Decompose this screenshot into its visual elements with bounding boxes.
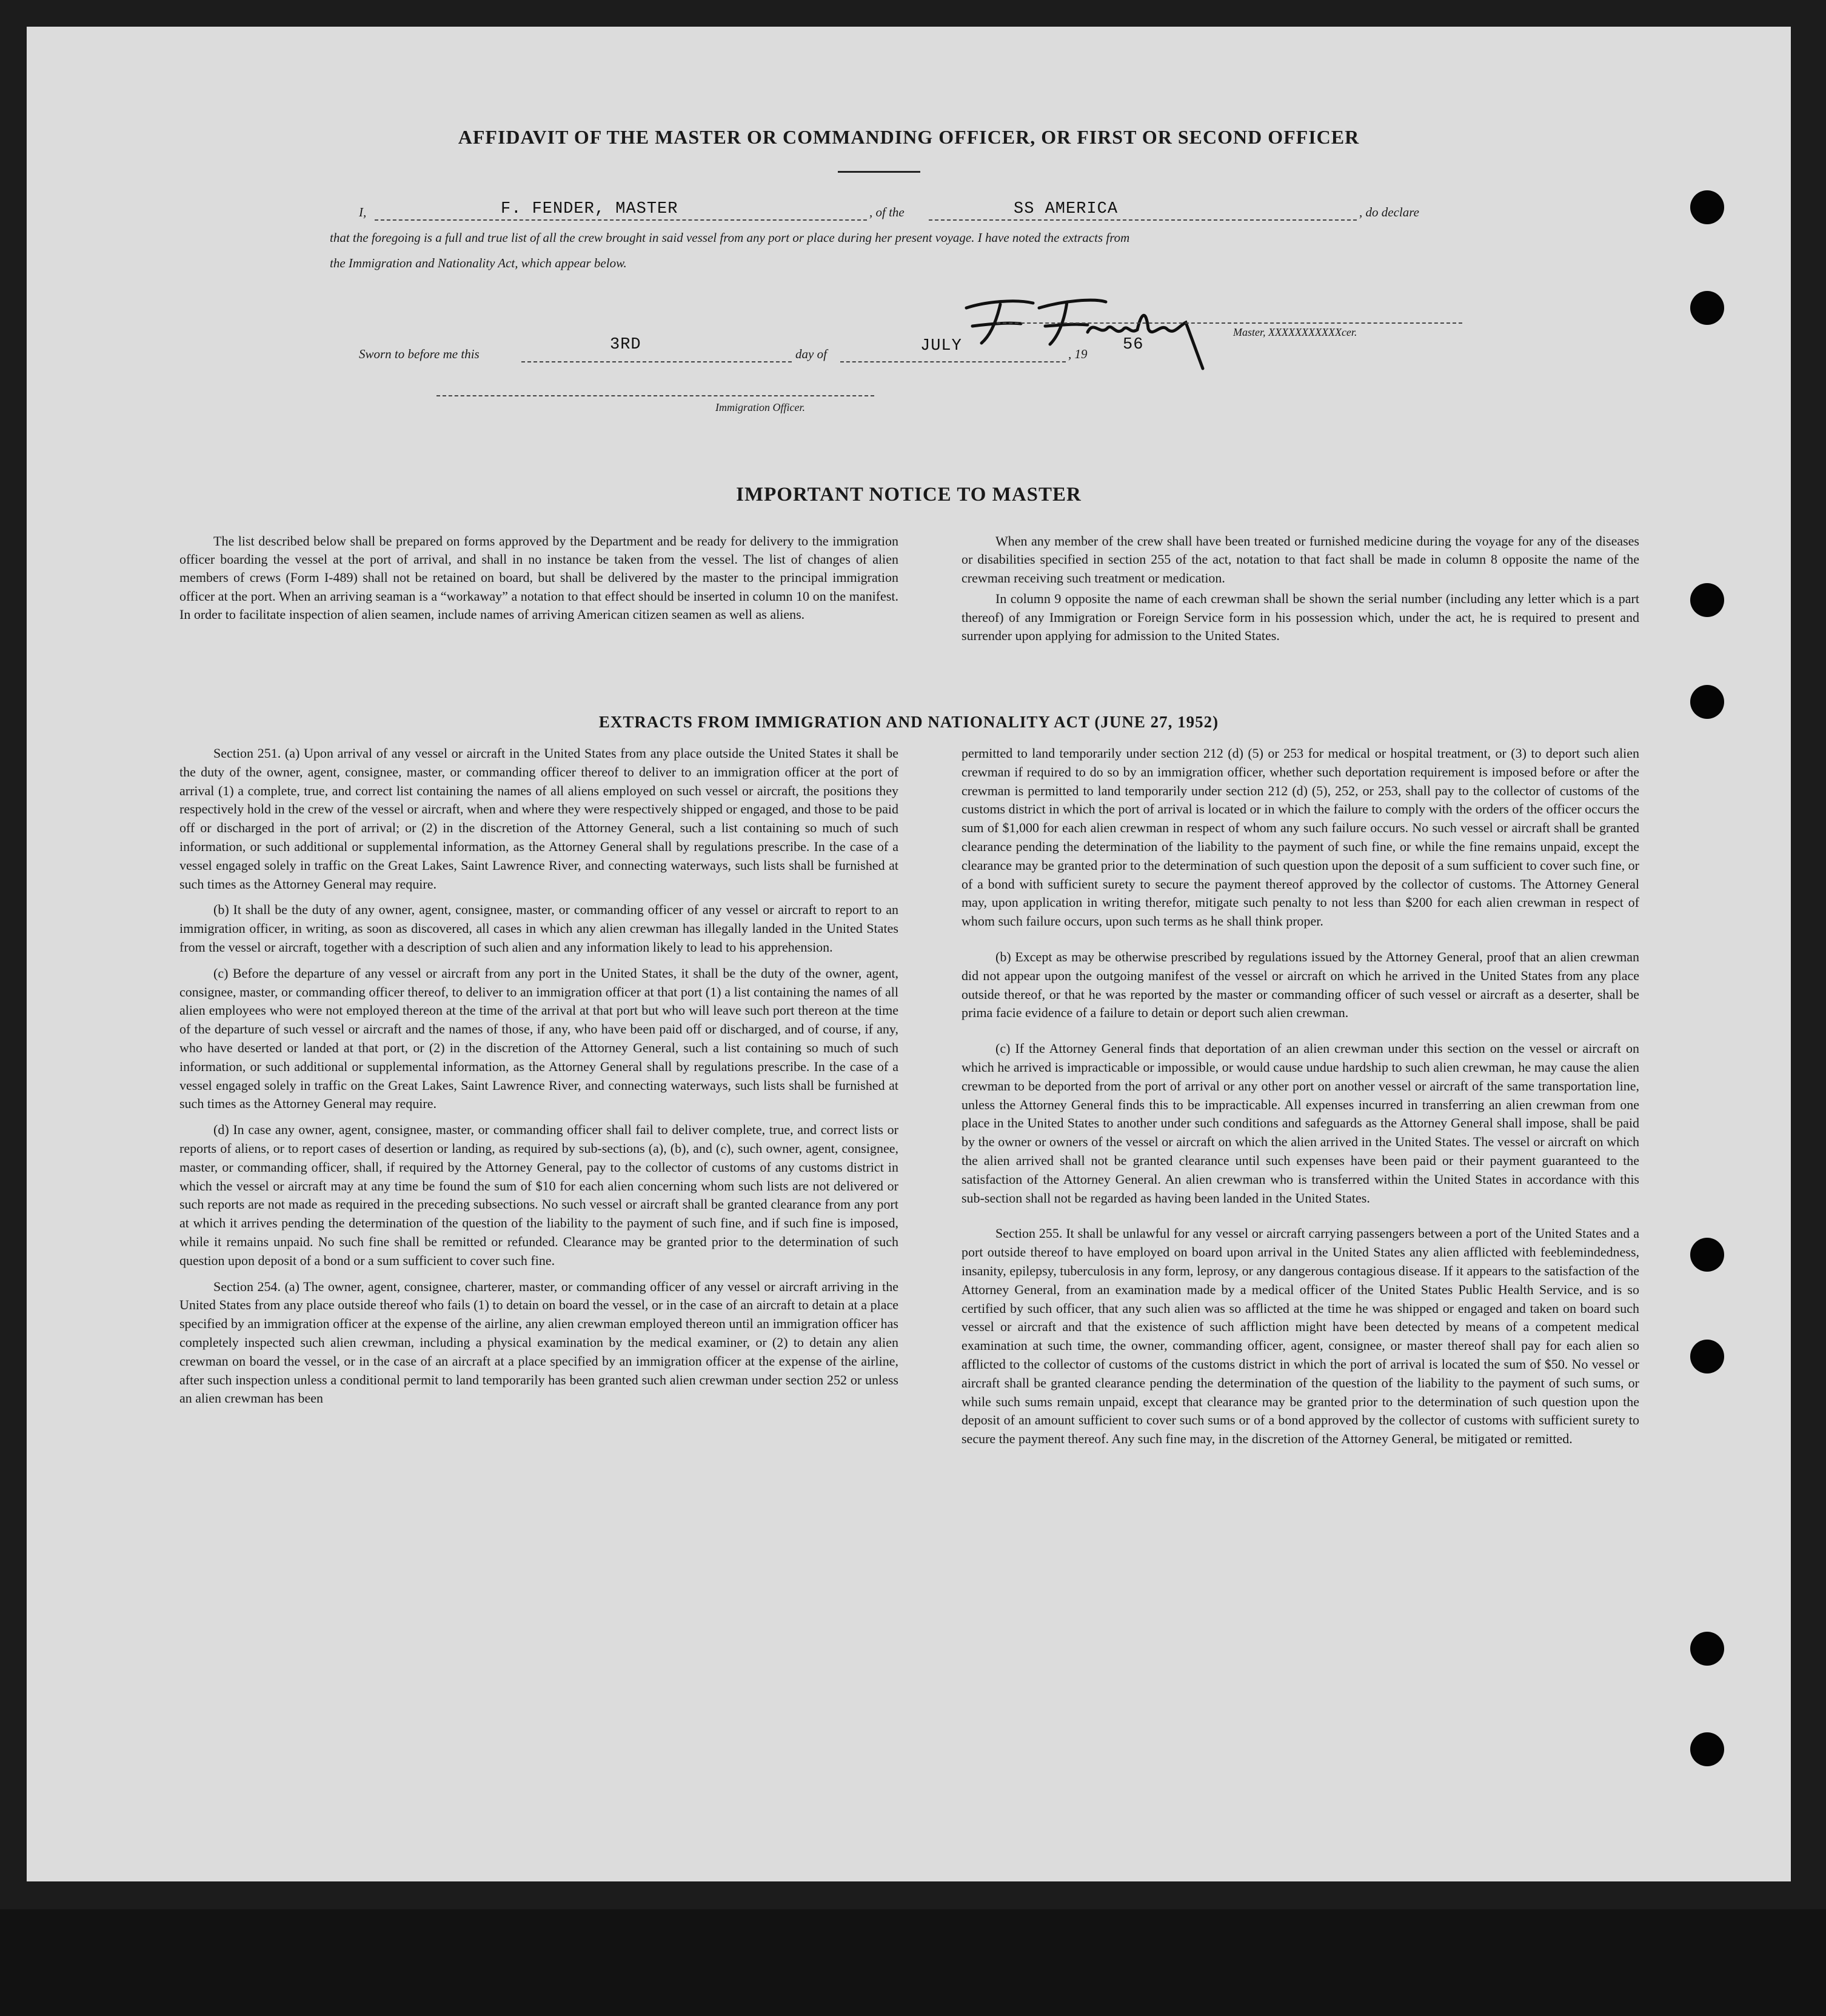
of-the-label: , of the <box>869 205 905 219</box>
section-251-a: Section 251. (a) Upon arrival of any vessel or aircraft in the United States from any place outside the United States it shall be the duty of the owner, agent, consignee, master, or commanding officer thereof to deliver to an immigration officer at the port of arrival (1) a complete, true, and correct list containing the names of all aliens employed on such vessel or aircraft, the positions they respectively hold in the crew of the vessel or aircraft, when and where they were respectively shipped or engaged, and those to be paid off or discharged in the port of arrival; or (2) in the discretion of the Attorney General, such a list containing so much of such information, or such additional or supplemental information, as the Attorney General shall by regulations prescribe. In the case of a vessel engaged solely in traffic on the Great Lakes, Saint Lawrence River, and connecting waterways, such lists shall be furnished at such times as the Attorney General may require. <box>179 746 898 892</box>
binder-hole-icon <box>1690 685 1724 719</box>
document-page <box>27 27 1791 1881</box>
binder-hole-icon <box>1690 1238 1724 1272</box>
title-divider <box>838 171 920 173</box>
sworn-label: Sworn to before me this <box>359 347 480 361</box>
sworn-month-value: JULY <box>920 337 962 355</box>
extracts-left-column <box>179 744 898 1408</box>
binder-hole-icon <box>1690 1340 1724 1373</box>
section-251-c: (c) Before the departure of any vessel or aircraft from any port in the United States, it shall be the duty of the owner, agent, consignee, master, or commanding officer thereof, to deliver to an immigration officer at that port (1) a list containing the names of all alien employees who were not employed thereon at the time of the arrival at that port but who will leave such port thereon at the time of the departure of such vessel or aircraft and the names of those, if any, who have been paid off or discharged, and of course, if any, who have deserted or landed at that port, or (2) in the discretion of the Attorney General, such a list containing so much of such information, or such additional or supplemental information, as the Attorney General shall by regulations prescribe. In the case of a vessel engaged solely in traffic on the Great Lakes, Saint Lawrence River, and connecting waterways, such lists shall be furnished at such times as the Attorney General may require. <box>179 965 898 1112</box>
master-name-value: F. FENDER, MASTER <box>501 200 678 218</box>
year-prefix: , 19 <box>1068 347 1088 361</box>
i-label: I, <box>359 205 367 219</box>
do-declare-label: , do declare <box>1359 205 1419 219</box>
sworn-day-value: 3RD <box>610 336 641 354</box>
sworn-year-value: 56 <box>1123 336 1144 354</box>
sworn-month-line <box>840 361 1066 362</box>
notice-right-paragraph-1: When any member of the crew shall have been treated or furnished medicine during the voyage for any of the diseases or disabilities specified in section 255 of the act, notation to that fact shall be made in column 8 opposite the name of the crewman receiving such treatment or medication. <box>961 533 1639 586</box>
binder-hole-icon <box>1690 583 1724 617</box>
officer-signature-line <box>436 395 874 396</box>
section-254-a-continued: permitted to land temporarily under section 212 (d) (5) or 253 for medical or hospital treatment, or (3) to deport such alien crewman if required to do so by an immigration officer, whether such deportation requirement is imposed before or after the crewman is permitted to land temporarily under section 212 (d) (5), 252, or 253, shall pay to the collector of customs of the customs district in which the port of arrival is located or in which the failure to comply with the orders of the officer occurs the sum of $1,000 for each alien crewman in respect of whom any such failure occurs. No such vessel or aircraft shall be granted clearance pending the determination of the liability to the payment of such fine, or while the fine remains unpaid, except the clearance may be granted prior to the determination of such question upon the deposit of a sum sufficient to cover such fine, or of a bond with sufficient surety to secure the payment thereof approved by the collector of customs. The Attorney General may, upon application in writing therefor, mitigate such penalty to not less than $200 for each alien crewman in respect of whom such failure occurs, upon such terms as he shall think proper. <box>961 746 1639 929</box>
signature-caption: Master, XXXXXXXXXXXcer. <box>1233 326 1357 338</box>
vessel-name-line <box>929 219 1357 221</box>
notice-right-column <box>961 532 1639 645</box>
master-name-line <box>375 219 867 221</box>
declaration-line-2: the Immigration and Nationality Act, which appear below. <box>330 256 627 270</box>
sworn-day-line <box>521 361 792 362</box>
section-251-d: (d) In case any owner, agent, consignee, master, or commanding officer shall fail to deliver complete, true, and correct lists or reports of aliens, or to report cases of desertion or landing, as required by sub-sections (a), (b), and (c), such owner, agent, consignee, master, or commanding officer, shall, if required by the Attorney General, pay to the collector of customs of any customs district in which the vessel or aircraft may at any time be found the sum of $10 for each alien concerning whom such lists are not delivered or such reports are not made as required in the preceding subsections. No such vessel or aircraft shall be granted clearance from any port at which it arrives pending the determination of the question of the liability to the payment of such fine, and if such fine is imposed, while it remains unpaid. No such fine shall be remitted or refunded. Clearance may be granted prior to the determination of such question upon deposit of a bond or a sum sufficient to cover such fine. <box>179 1122 898 1268</box>
section-251-b: (b) It shall be the duty of any owner, agent, consignee, master, or commanding officer of any vessel or aircraft to report to an immigration officer, in writing, as soon as discovered, all cases in which any alien crewman has illegally landed in the United States from the vessel or aircraft, together with a description of such alien and any information likely to lead to his apprehension. <box>179 902 898 955</box>
binder-hole-icon <box>1690 1632 1724 1666</box>
day-of-label: day of <box>795 347 827 361</box>
section-255: Section 255. It shall be unlawful for any vessel or aircraft carrying passengers between a port of the United States and a port outside thereof to have employed on board upon arrival in the United States any alien afflicted with feeblemindedness, insanity, epilepsy, tuberculosis in any form, leprosy, or any dangerous contagious disease. If it appears to the satisfaction of the Attorney General, from an examination made by a medical officer of the United States Public Health Service, and is so certified by such officer, that any such alien was so afflicted at the time he was shipped or engaged and taken on board such vessel or aircraft and that the existence of such affliction might have been detected by means of a competent medical examination at such time, the owner, commanding officer, agent, consignee, or master thereof shall pay for each alien so afflicted to the collector of customs of the customs district in which the port of arrival is located the sum of $50. No vessel or aircraft shall be granted clearance pending the determination of the question of the liability to the payment of such sums, or while such sums remain unpaid, except that clearance may be granted prior to the determination of such question upon the deposit of an amount sufficient to cover such sums or of a bond approved by the collector of customs with sufficient surety to secure the payment thereof. Any such fine may, in the discretion of the Attorney General, be mitigated or remitted. <box>961 1226 1639 1447</box>
notice-right-paragraph-2: In column 9 opposite the name of each crewman shall be shown the serial number (including any letter which is a part thereof) of any Immigration or Foreign Service form in his possession which, under the act, he is required to present and surrender upon applying for admission to the United States. <box>961 591 1639 644</box>
master-signature <box>948 278 1233 375</box>
binder-hole-icon <box>1690 291 1724 325</box>
notice-left-paragraph: The list described below shall be prepared on forms approved by the Department and be ready for delivery to the immigration officer boarding the vessel at the port of arrival, and shall in no instance be taken from the vessel. The list of changes of alien members of crews (Form I-489) shall not be retained on board, but shall be delivered by the master to the principal immigration officer at the port. When an arriving seaman is a “workaway” a notation to that effect should be inserted in column 10 on the manifest. In order to facilitate inspection of alien seamen, include names of arriving American citizen seamen as well as aliens. <box>179 533 898 622</box>
notice-title: IMPORTANT NOTICE TO MASTER <box>736 484 1082 506</box>
section-254-a: Section 254. (a) The owner, agent, consignee, charterer, master, or commanding officer of any vessel or aircraft arriving in the United States from any place outside thereof who fails (1) to detain on board the vessel, or in the case of an aircraft to detain at a place specified by an immigration officer at the expense of the airline, any alien crewman employed thereon until an immigration officer has completely inspected such alien crewman, including a physical examination by the medical examiner, or (2) to detain any alien crewman on board the vessel, or in the case of an aircraft at a place specified by an immigration officer at the expense of the airline, after such inspection unless a conditional permit to land temporarily has been granted such alien crewman under section 252 or unless an alien crewman has been <box>179 1278 898 1406</box>
section-254-b: (b) Except as may be otherwise prescribed by regulations issued by the Attorney General, proof that an alien crewman did not appear upon the outgoing manifest of the vessel or aircraft on which he arrived in the United States from any place outside thereof, or that he was reported by the master or commanding officer of such vessel or aircraft as a deserter, shall be prima facie evidence of a failure to detain or deport such alien crewman. <box>961 949 1639 1021</box>
vessel-name-value: SS AMERICA <box>1014 200 1119 218</box>
signature-line <box>997 322 1462 324</box>
extracts-title: EXTRACTS FROM IMMIGRATION AND NATIONALITY ACT (JUNE 27, 1952) <box>598 713 1219 731</box>
affidavit-title: AFFIDAVIT OF THE MASTER OR COMMANDING OFFICER, OR FIRST OR SECOND OFFICER <box>458 126 1360 148</box>
notice-left-column <box>179 532 898 624</box>
binder-hole-icon <box>1690 190 1724 224</box>
scan-bottom-margin <box>0 1909 1826 2016</box>
section-254-c: (c) If the Attorney General finds that deportation of an alien crewman under this section on the vessel or aircraft on which he arrived is impracticable or impossible, or would cause undue hardship to such alien crewman, he may cause the alien crewman to be deported from the port of arrival or any other port on another vessel or aircraft of the same transportation line, unless the Attorney General finds this to be impracticable. All expenses incurred in transferring an alien crewman from one place in the United States to another under such conditions and safeguards as the Attorney General shall impose, shall be paid by the owner or owners of the vessel or aircraft on which the alien arrived in the United States. The vessel or aircraft on which the alien arrived shall not be granted clearance until such expenses have been paid or their payment guaranteed to the satisfaction of the Attorney General. An alien crewman who is transferred within the United States in accordance with this sub-section shall not be regarded as having been landed in the United States. <box>961 1041 1639 1206</box>
declaration-line-1: that the foregoing is a full and true list of all the crew brought in said vessel from any port or place during her present voyage. I have noted the extracts from <box>330 230 1130 245</box>
extracts-right-column <box>961 744 1639 1449</box>
binder-hole-icon <box>1690 1732 1724 1766</box>
officer-caption: Immigration Officer. <box>715 401 805 413</box>
